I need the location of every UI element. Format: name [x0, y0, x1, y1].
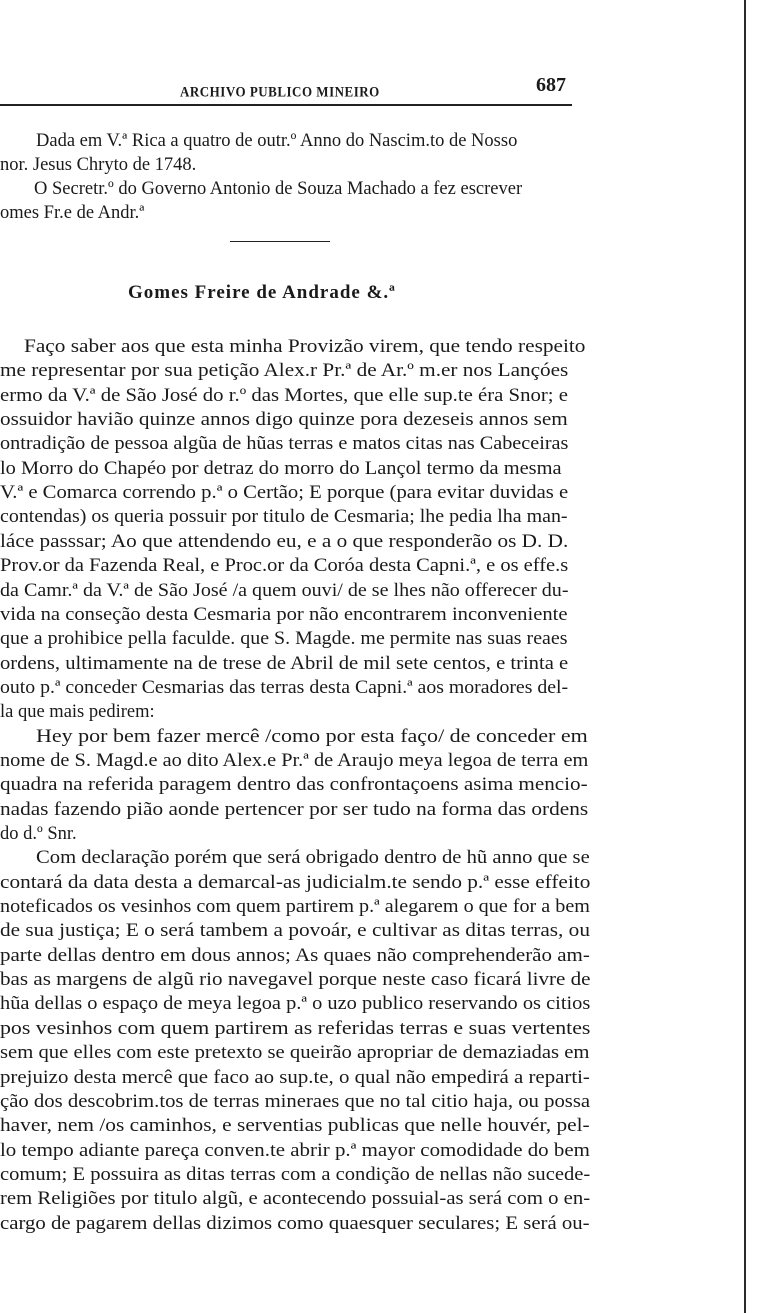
document-line: vida na conseção desta Cesmaria por não encontrarem inconveniente [0, 605, 568, 625]
document-line: ossuidor havião quinze annos digo quinze pora dezeseis annos sem [0, 410, 568, 430]
document-line: cargo de pagarem dellas dizimos como quaesquer seculares; E será ou- [0, 1214, 590, 1234]
document-line: ordens, ultimamente na de trese de Abril de mil sete centos, e trinta e [0, 654, 569, 674]
document-line: V.ª e Comarca correndo p.ª o Certão; E porque (para evitar duvidas e [0, 483, 569, 503]
document-line: prejuizo desta mercê que faco ao sup.te, o qual não empedirá a reparti- [0, 1068, 590, 1088]
document-heading: Gomes Freire de Andrade &.ª [128, 282, 396, 303]
document-line: láce passsar; Ao que attendendo eu, e a o que responderão os D. D. [0, 532, 569, 552]
document-line: pos vesinhos com quem partirem as referidas terras e suas vertentes [0, 1019, 591, 1039]
document-line: Prov.or da Fazenda Real, e Proc.or da Coróa desta Capni.ª, e os effe.s [0, 556, 569, 576]
document-line: contendas) os queria possuir por titulo de Cesmaria; lhe pedia lha man- [0, 507, 568, 527]
document-line: contará da data desta a demarcal-as judicialm.te sendo p.ª esse effeito [0, 873, 591, 893]
document-line: nadas fazendo pião aonde pertencer por ser tudo na forma das ordens [0, 800, 589, 820]
document-line: parte dellas dentro em dous annos; As quaes não comprehenderão am- [0, 946, 590, 966]
document-line: noteficados os vesinhos com quem partirem p.ª alegarem o que for a bem [0, 897, 590, 917]
document-line: que a prohibice pella faculde. que S. Magde. me permite nas suas reaes [0, 629, 568, 649]
prior-line: Dada em V.ª Rica a quatro de outr.º Anno do Nascim.to de Nosso [36, 131, 518, 151]
document-line: haver, nem /os caminhos, e serventias publicas que nelle houvér, pel- [0, 1116, 590, 1136]
document-line: me representar por sua petição Alex.r Pr.ª de Ar.º m.er nos Lançóes [0, 361, 569, 381]
document-line: lo Morro do Chapéo por detraz do morro do Lançol termo da mesma [0, 459, 562, 479]
document-line: nome de S. Magd.e ao dito Alex.e Pr.ª de Araujo meya legoa de terra em [0, 751, 589, 771]
document-line: ermo da V.ª de São José do r.º das Mortes, que elle sup.te éra Snor; e [0, 386, 568, 406]
page-edge-line [744, 0, 746, 1313]
document-line: comum; E possuira as ditas terras com a condição de nellas não sucede- [0, 1165, 591, 1185]
document-line: de sua justiça; E o será tambem a povoár, e cultivar as ditas terras, ou [0, 921, 590, 941]
document-line: sem que elles com este pretexto se queirão apropriar de demaziadas em [0, 1043, 590, 1063]
document-line: rem Religiões por titulo algũ, e acontecendo possuial-as será com o en- [0, 1189, 591, 1209]
document-line: Com declaração porém que será obrigado dentro de hũ anno que se [36, 848, 590, 868]
document-line: hũa dellas o espaço de meya legoa p.ª o uzo publico reservando os citios [0, 994, 591, 1014]
header-rule [0, 104, 572, 106]
document-line: lo tempo adiante pareça conven.te abrir p.ª mayor comodidade do bem [0, 1141, 590, 1161]
document-line: outo p.ª conceder Cesmarias das terras desta Capni.ª aos moradores del- [0, 678, 569, 698]
prior-line: omes Fr.e de Andr.ª [0, 203, 145, 223]
prior-line: nor. Jesus Chryto de 1748. [0, 155, 197, 175]
section-divider [230, 241, 330, 242]
document-line: quadra na referida paragem dentro das confrontaçoens asima mencio- [0, 775, 588, 795]
prior-line: O Secretr.º do Governo Antonio de Souza Machado a fez escrever [34, 179, 523, 199]
document-line: Faço saber aos que esta minha Provizão virem, que tendo respeito [24, 337, 586, 357]
document-line: ção dos descobrim.tos de terras mineraes que no tal citio haja, ou possa [0, 1092, 591, 1112]
document-line: ontradição de pessoa algũa de hũas terras e matos citas nas Cabeceiras [0, 434, 569, 454]
document-line: bas as margens de algũ rio navegavel porque neste caso ficará livre de [0, 970, 591, 990]
page-number: 687 [536, 74, 566, 96]
document-line: Hey por bem fazer mercê /como por esta faço/ de conceder em [36, 727, 588, 747]
document-line: la que mais pedirem: [0, 702, 155, 722]
running-header: ARCHIVO PUBLICO MINEIRO [180, 83, 380, 100]
document-line: do d.º Snr. [0, 824, 77, 844]
document-line: da Camr.ª da V.ª de São José /a quem ouvi/ de se lhes não offerecer du- [0, 581, 569, 601]
